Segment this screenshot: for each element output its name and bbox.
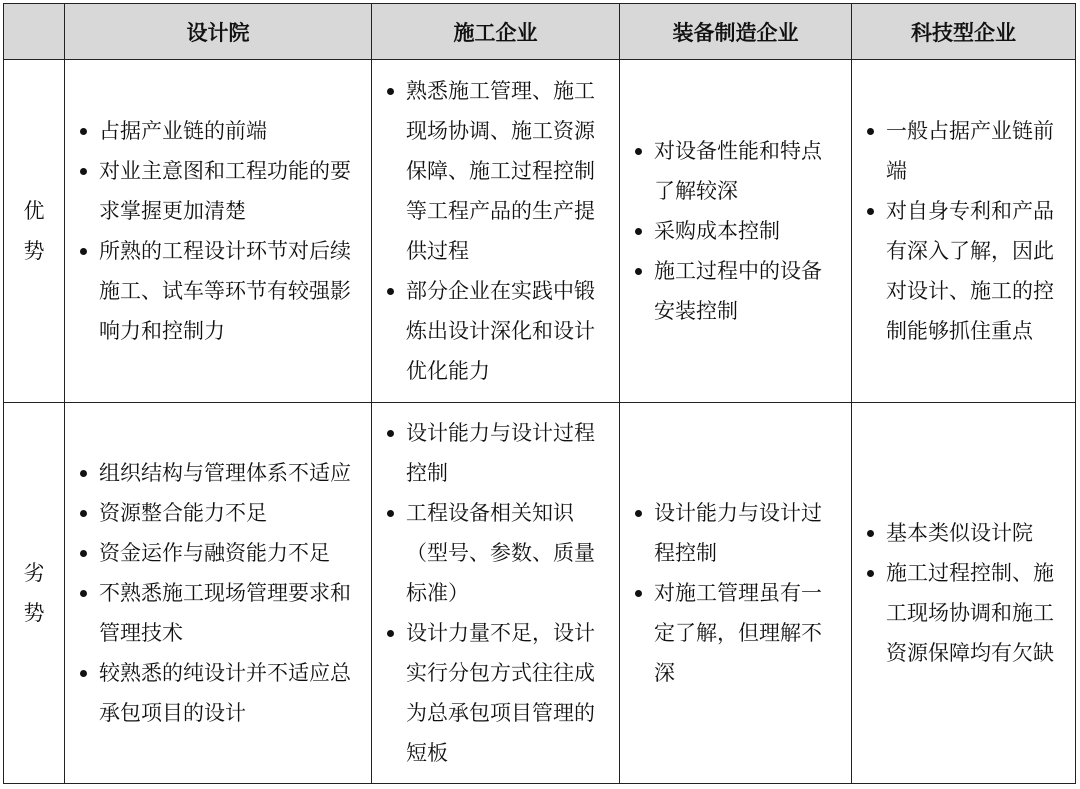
- list-item: 一般占据产业链前端: [864, 111, 1063, 191]
- comparison-table: [3, 3, 1076, 784]
- disadvantages-tech-cell: [852, 403, 1076, 784]
- advantages-construction-cell: [372, 60, 620, 403]
- list-item: 对自身专利和产品有深入了解，因此对设计、施工的控制能够抓住重点: [864, 191, 1063, 351]
- list-item: 采购成本控制: [632, 211, 839, 251]
- disadvantages-equipment-cell: [620, 403, 852, 784]
- list-item: 资源整合能力不足: [77, 493, 359, 533]
- list-item: 对业主意图和工程功能的要求掌握更加清楚: [77, 151, 359, 231]
- disadvantages-row: [4, 403, 1076, 784]
- list-item: 工程设备相关知识（型号、参数、质量标准）: [384, 493, 607, 613]
- list-item: 部分企业在实践中锻炼出设计深化和设计优化能力: [384, 271, 607, 391]
- list-item: 所熟的工程设计环节对后续施工、试车等环节有较强影响力和控制力: [77, 231, 359, 351]
- list-item: 组织结构与管理体系不适应: [77, 453, 359, 493]
- list-item: 设计能力与设计过程控制: [384, 413, 607, 493]
- header-tech-enterprise: 科技型企业: [852, 4, 1076, 60]
- advantages-equipment-cell: [620, 60, 852, 403]
- header-row: [4, 4, 1076, 60]
- list-item: 设计力量不足，设计实行分包方式往往成为总承包项目管理的短板: [384, 613, 607, 773]
- list-item: 施工过程中的设备安装控制: [632, 251, 839, 331]
- header-equipment-manufacturer: 装备制造企业: [620, 4, 852, 60]
- advantages-tech-cell: [852, 60, 1076, 403]
- list-item: 施工过程控制、施工现场协调和施工资源保障均有欠缺: [864, 553, 1063, 673]
- list-item: 不熟悉施工现场管理要求和管理技术: [77, 573, 359, 653]
- list-item: 基本类似设计院: [864, 513, 1063, 553]
- list-item: 占据产业链的前端: [77, 111, 359, 151]
- disadvantages-construction-cell: [372, 403, 620, 784]
- list-item: 设计能力与设计过程控制: [632, 493, 839, 573]
- advantages-label: 优 势: [4, 60, 65, 403]
- header-design-institute: 设计院: [65, 4, 372, 60]
- disadvantages-label: 劣 势: [4, 403, 65, 784]
- list-item: 资金运作与融资能力不足: [77, 533, 359, 573]
- list-item: 熟悉施工管理、施工现场协调、施工资源保障、施工过程控制等工程产品的生产提供过程: [384, 71, 607, 271]
- advantages-design-institute-cell: [65, 60, 372, 403]
- list-item: 对设备性能和特点了解较深: [632, 131, 839, 211]
- list-item: 较熟悉的纯设计并不适应总承包项目的设计: [77, 653, 359, 733]
- header-corner-cell: [4, 4, 65, 60]
- advantages-row: [4, 60, 1076, 403]
- list-item: 对施工管理虽有一定了解，但理解不深: [632, 573, 839, 693]
- header-construction-enterprise: 施工企业: [372, 4, 620, 60]
- disadvantages-design-institute-cell: [65, 403, 372, 784]
